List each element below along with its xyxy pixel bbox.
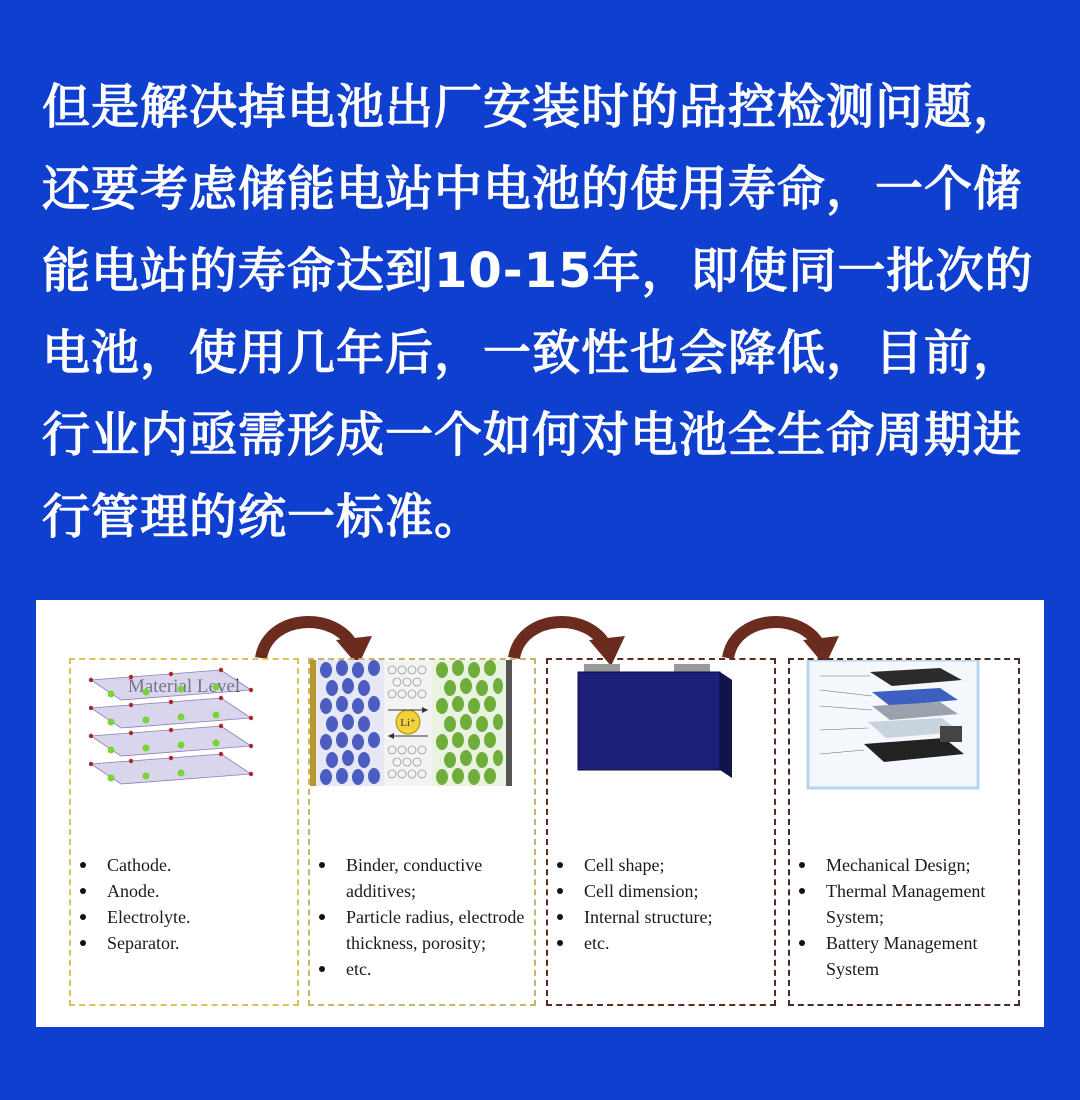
ion-label: Li⁺: [400, 717, 416, 729]
list-item: Thermal Management System;: [796, 878, 1014, 930]
battery-pack-icon: [790, 660, 998, 790]
system-level-panel: [788, 658, 1020, 1006]
electrode-level-panel: [308, 658, 536, 1006]
electrode-bullets: [316, 852, 530, 982]
list-item: Separator.: [77, 930, 293, 956]
list-item: Mechanical Design;: [796, 852, 1014, 878]
electrode-diagram-icon: [310, 660, 514, 790]
prismatic-cell-icon: [548, 660, 754, 790]
list-item: etc.: [316, 956, 530, 982]
headline-text: 但是解决掉电池出厂安装时的品控检测问题， 还要考虑储能电站中电池的使用寿命，一个储 能电站的寿命达到10-15年，即使同一批次的 电池，使用几年后，一致性也会降低，目前， 行业内亟需形成一个如何对电池全生命周期进 行管理的统一标准。: [42, 79, 1034, 545]
list-item: Internal structure;: [554, 904, 770, 930]
cell-bullets: [554, 852, 770, 956]
list-item: Binder, conductive additives;: [316, 852, 530, 904]
material-bullets: [77, 852, 293, 956]
list-item: Battery Management System: [796, 930, 1014, 980]
crystal-structure-icon: [71, 660, 277, 790]
list-item: Particle radius, electrode thickness, porosity;: [316, 904, 530, 956]
cell-level-panel: [546, 658, 776, 1006]
system-bullets: [796, 852, 1014, 980]
list-item: Cell shape;: [554, 852, 770, 878]
list-item: Electrolyte.: [77, 904, 293, 930]
list-item: Anode.: [77, 878, 293, 904]
battery-levels-figure: [36, 600, 1044, 1027]
list-item: Cathode.: [77, 852, 293, 878]
material-level-panel: [69, 658, 299, 1006]
list-item: etc.: [554, 930, 770, 956]
list-item: Cell dimension;: [554, 878, 770, 904]
